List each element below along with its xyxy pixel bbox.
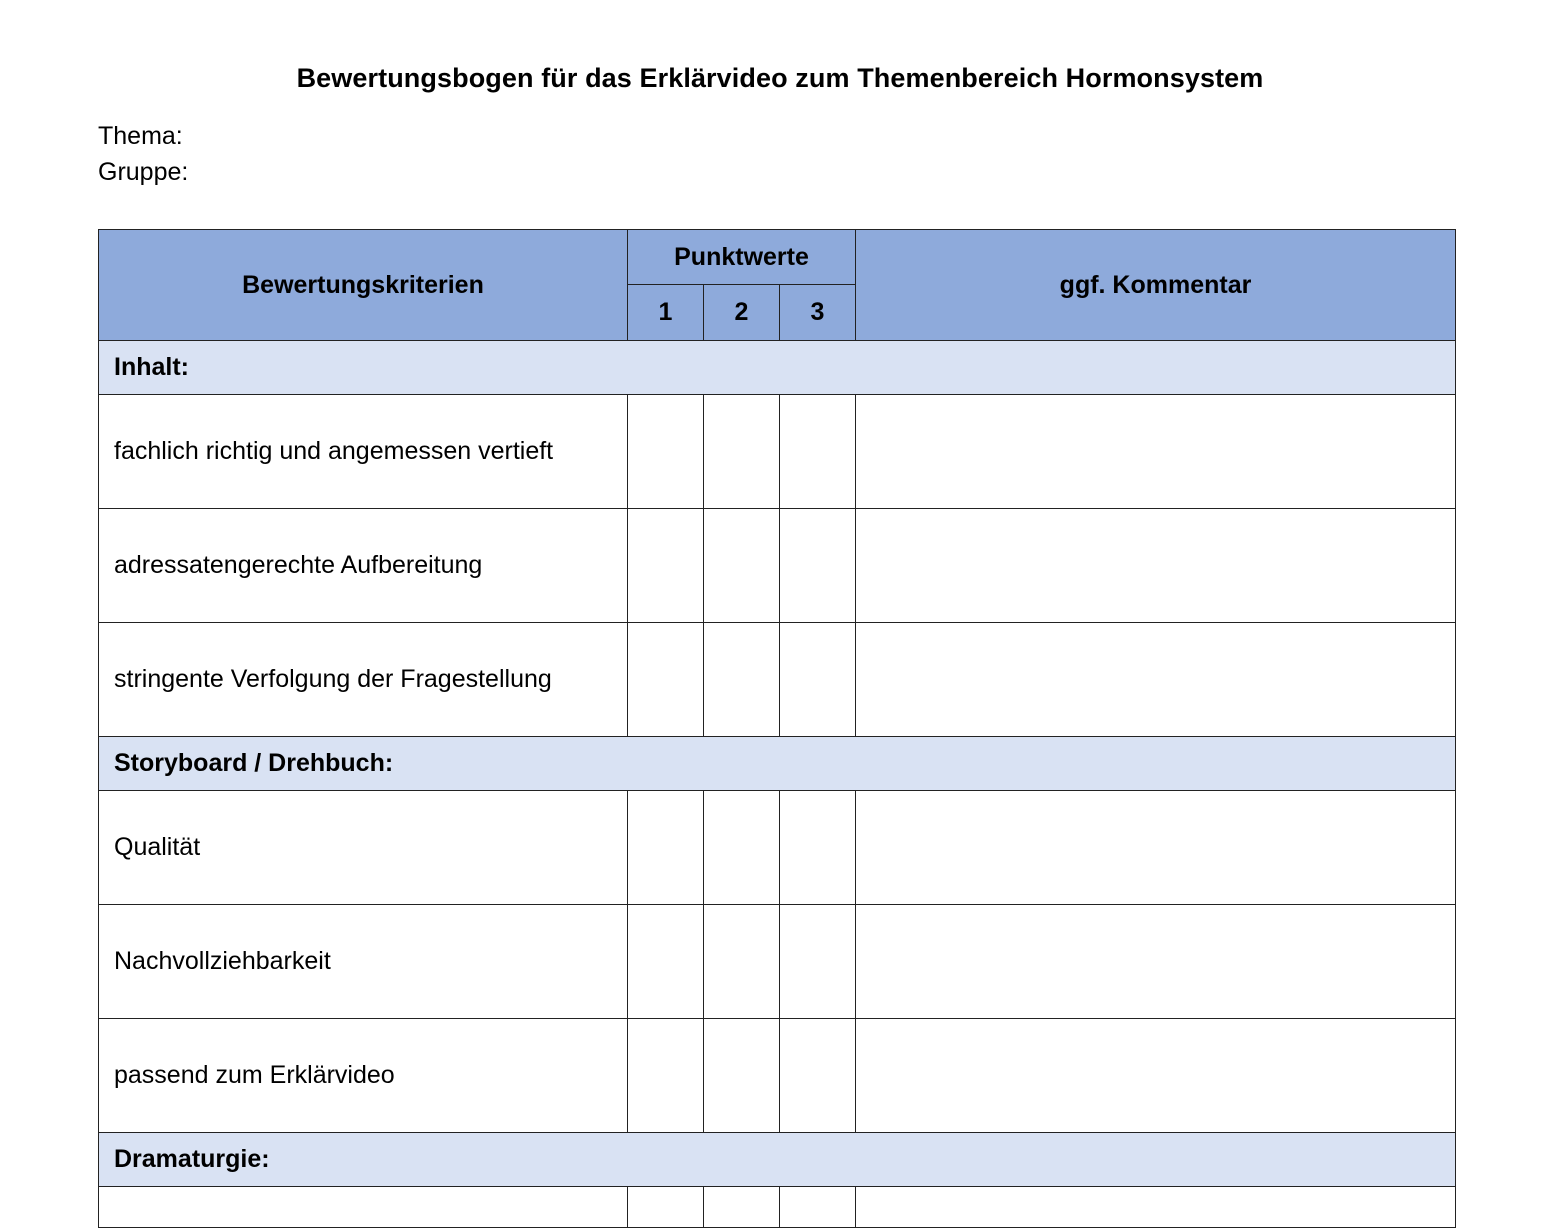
evaluation-table: [98, 229, 1456, 1228]
criterion-label: Nachvollziehbarkeit: [99, 905, 628, 1019]
gruppe-label: Gruppe:: [98, 158, 189, 186]
header-criteria: Bewertungskriterien: [99, 230, 628, 341]
score-cell-1[interactable]: [628, 1187, 704, 1228]
score-cell-2[interactable]: [704, 1019, 780, 1133]
comment-cell[interactable]: [856, 1019, 1456, 1133]
score-cell-1[interactable]: [628, 395, 704, 509]
comment-cell[interactable]: [856, 791, 1456, 905]
score-cell-1[interactable]: [628, 791, 704, 905]
score-cell-2[interactable]: [704, 623, 780, 737]
table-row: [99, 509, 1456, 623]
comment-cell[interactable]: [856, 395, 1456, 509]
score-cell-3[interactable]: [780, 395, 856, 509]
criterion-label: fachlich richtig und angemessen vertieft: [99, 395, 628, 509]
score-cell-1[interactable]: [628, 623, 704, 737]
thema-label: Thema:: [98, 122, 183, 150]
score-cell-1[interactable]: [628, 905, 704, 1019]
score-cell-2[interactable]: [704, 509, 780, 623]
score-cell-2[interactable]: [704, 791, 780, 905]
table-row: [99, 395, 1456, 509]
header-comment: ggf. Kommentar: [856, 230, 1456, 341]
criterion-label: [99, 1187, 628, 1228]
comment-cell[interactable]: [856, 509, 1456, 623]
header-point-2: 2: [704, 285, 780, 341]
table-row: [99, 1019, 1456, 1133]
score-cell-3[interactable]: [780, 1019, 856, 1133]
header-point-1: 1: [628, 285, 704, 341]
criterion-label: adressatengerechte Aufbereitung: [99, 509, 628, 623]
score-cell-3[interactable]: [780, 791, 856, 905]
table-row: [99, 791, 1456, 905]
header-point-3: 3: [780, 285, 856, 341]
table-row: [99, 623, 1456, 737]
score-cell-2[interactable]: [704, 1187, 780, 1228]
section-inhalt: Inhalt:: [99, 341, 1456, 395]
score-cell-1[interactable]: [628, 509, 704, 623]
score-cell-3[interactable]: [780, 1187, 856, 1228]
comment-cell[interactable]: [856, 905, 1456, 1019]
section-dramaturgie: Dramaturgie:: [99, 1133, 1456, 1187]
criterion-label: passend zum Erklärvideo: [99, 1019, 628, 1133]
comment-cell[interactable]: [856, 623, 1456, 737]
header-points: Punktwerte: [628, 230, 856, 285]
table-row: [99, 905, 1456, 1019]
document-title: Bewertungsbogen für das Erklärvideo zum Themenbereich Hormonsystem: [296, 63, 1264, 93]
section-storyboard: Storyboard / Drehbuch:: [99, 737, 1456, 791]
criterion-label: Qualität: [99, 791, 628, 905]
score-cell-3[interactable]: [780, 509, 856, 623]
score-cell-2[interactable]: [704, 905, 780, 1019]
score-cell-3[interactable]: [780, 905, 856, 1019]
score-cell-3[interactable]: [780, 623, 856, 737]
score-cell-1[interactable]: [628, 1019, 704, 1133]
score-cell-2[interactable]: [704, 395, 780, 509]
criterion-label: stringente Verfolgung der Fragestellung: [99, 623, 628, 737]
comment-cell[interactable]: [856, 1187, 1456, 1228]
table-row: [99, 1187, 1456, 1228]
